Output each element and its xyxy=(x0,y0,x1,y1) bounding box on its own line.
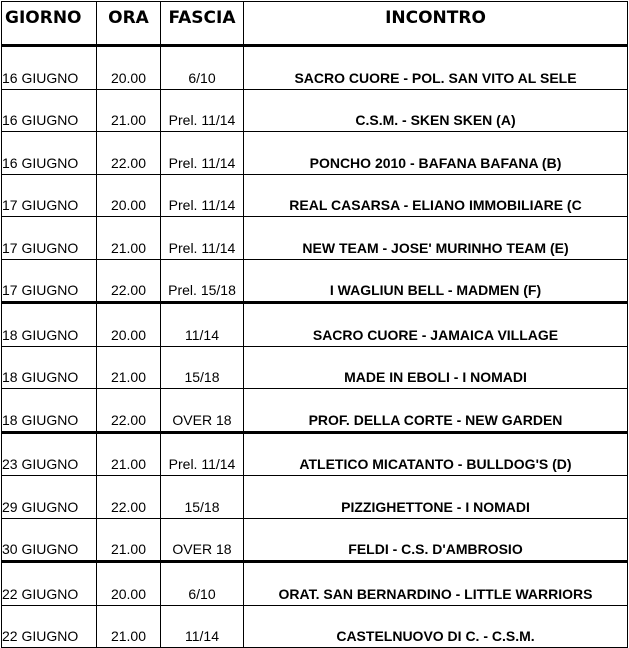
cell-giorno: 18 GIUGNO xyxy=(2,389,97,433)
cell-incontro: ORAT. SAN BERNARDINO - LITTLE WARRIORS xyxy=(244,562,628,606)
cell-fascia: 6/10 xyxy=(161,562,244,606)
cell-fascia: Prel. 11/14 xyxy=(161,132,244,175)
cell-incontro: FELDI - C.S. D'AMBROSIO xyxy=(244,518,628,562)
header-incontro: INCONTRO xyxy=(244,2,628,46)
table-row xyxy=(2,174,628,217)
table-row xyxy=(2,346,628,389)
cell-giorno: 16 GIUGNO xyxy=(2,89,97,132)
cell-ora: 20.00 xyxy=(97,46,161,90)
cell-giorno: 18 GIUGNO xyxy=(2,303,97,347)
cell-ora: 21.00 xyxy=(97,89,161,132)
cell-ora: 22.00 xyxy=(97,259,161,303)
cell-incontro: ATLETICO MICATANTO - BULLDOG'S (D) xyxy=(244,432,628,476)
table-row xyxy=(2,605,628,648)
table-row xyxy=(2,217,628,260)
cell-incontro: SACRO CUORE - POL. SAN VITO AL SELE xyxy=(244,46,628,90)
cell-giorno: 22 GIUGNO xyxy=(2,562,97,606)
cell-fascia: Prel. 11/14 xyxy=(161,217,244,260)
cell-incontro: PROF. DELLA CORTE - NEW GARDEN xyxy=(244,389,628,433)
table-row xyxy=(2,46,628,90)
header-row xyxy=(2,2,628,46)
cell-incontro: REAL CASARSA - ELIANO IMMOBILIARE (C xyxy=(244,174,628,217)
cell-giorno: 30 GIUGNO xyxy=(2,518,97,562)
table-row xyxy=(2,389,628,433)
table-row xyxy=(2,89,628,132)
cell-ora: 22.00 xyxy=(97,476,161,519)
cell-fascia: OVER 18 xyxy=(161,389,244,433)
header-giorno: GIORNO xyxy=(2,2,97,46)
cell-giorno: 22 GIUGNO xyxy=(2,605,97,648)
cell-giorno: 17 GIUGNO xyxy=(2,217,97,260)
header-ora: ORA xyxy=(97,2,161,46)
cell-fascia: 11/14 xyxy=(161,605,244,648)
match-schedule-table xyxy=(1,1,628,648)
cell-fascia: Prel. 11/14 xyxy=(161,89,244,132)
cell-ora: 20.00 xyxy=(97,562,161,606)
cell-incontro: NEW TEAM - JOSE' MURINHO TEAM (E) xyxy=(244,217,628,260)
cell-ora: 21.00 xyxy=(97,217,161,260)
cell-giorno: 29 GIUGNO xyxy=(2,476,97,519)
cell-ora: 22.00 xyxy=(97,389,161,433)
cell-giorno: 23 GIUGNO xyxy=(2,432,97,476)
header-fascia: FASCIA xyxy=(161,2,244,46)
cell-incontro: I WAGLIUN BELL - MADMEN (F) xyxy=(244,259,628,303)
cell-fascia: 6/10 xyxy=(161,46,244,90)
cell-incontro: SACRO CUORE - JAMAICA VILLAGE xyxy=(244,303,628,347)
cell-incontro: CASTELNUOVO DI C. - C.S.M. xyxy=(244,605,628,648)
table-row xyxy=(2,303,628,347)
cell-giorno: 17 GIUGNO xyxy=(2,174,97,217)
cell-giorno: 18 GIUGNO xyxy=(2,346,97,389)
cell-ora: 21.00 xyxy=(97,518,161,562)
cell-incontro: PIZZIGHETTONE - I NOMADI xyxy=(244,476,628,519)
cell-ora: 21.00 xyxy=(97,605,161,648)
table-row xyxy=(2,518,628,562)
cell-fascia: 11/14 xyxy=(161,303,244,347)
cell-fascia: Prel. 11/14 xyxy=(161,432,244,476)
cell-fascia: 15/18 xyxy=(161,346,244,389)
cell-giorno: 16 GIUGNO xyxy=(2,132,97,175)
cell-ora: 22.00 xyxy=(97,132,161,175)
table-row xyxy=(2,476,628,519)
table-row xyxy=(2,132,628,175)
cell-ora: 20.00 xyxy=(97,174,161,217)
cell-giorno: 17 GIUGNO xyxy=(2,259,97,303)
cell-incontro: PONCHO 2010 - BAFANA BAFANA (B) xyxy=(244,132,628,175)
cell-incontro: C.S.M. - SKEN SKEN (A) xyxy=(244,89,628,132)
cell-giorno: 16 GIUGNO xyxy=(2,46,97,90)
cell-ora: 21.00 xyxy=(97,432,161,476)
cell-fascia: 15/18 xyxy=(161,476,244,519)
cell-incontro: MADE IN EBOLI - I NOMADI xyxy=(244,346,628,389)
table-row xyxy=(2,259,628,303)
cell-fascia: Prel. 15/18 xyxy=(161,259,244,303)
cell-ora: 20.00 xyxy=(97,303,161,347)
cell-ora: 21.00 xyxy=(97,346,161,389)
table-row xyxy=(2,562,628,606)
cell-fascia: Prel. 11/14 xyxy=(161,174,244,217)
table-row xyxy=(2,432,628,476)
cell-fascia: OVER 18 xyxy=(161,518,244,562)
